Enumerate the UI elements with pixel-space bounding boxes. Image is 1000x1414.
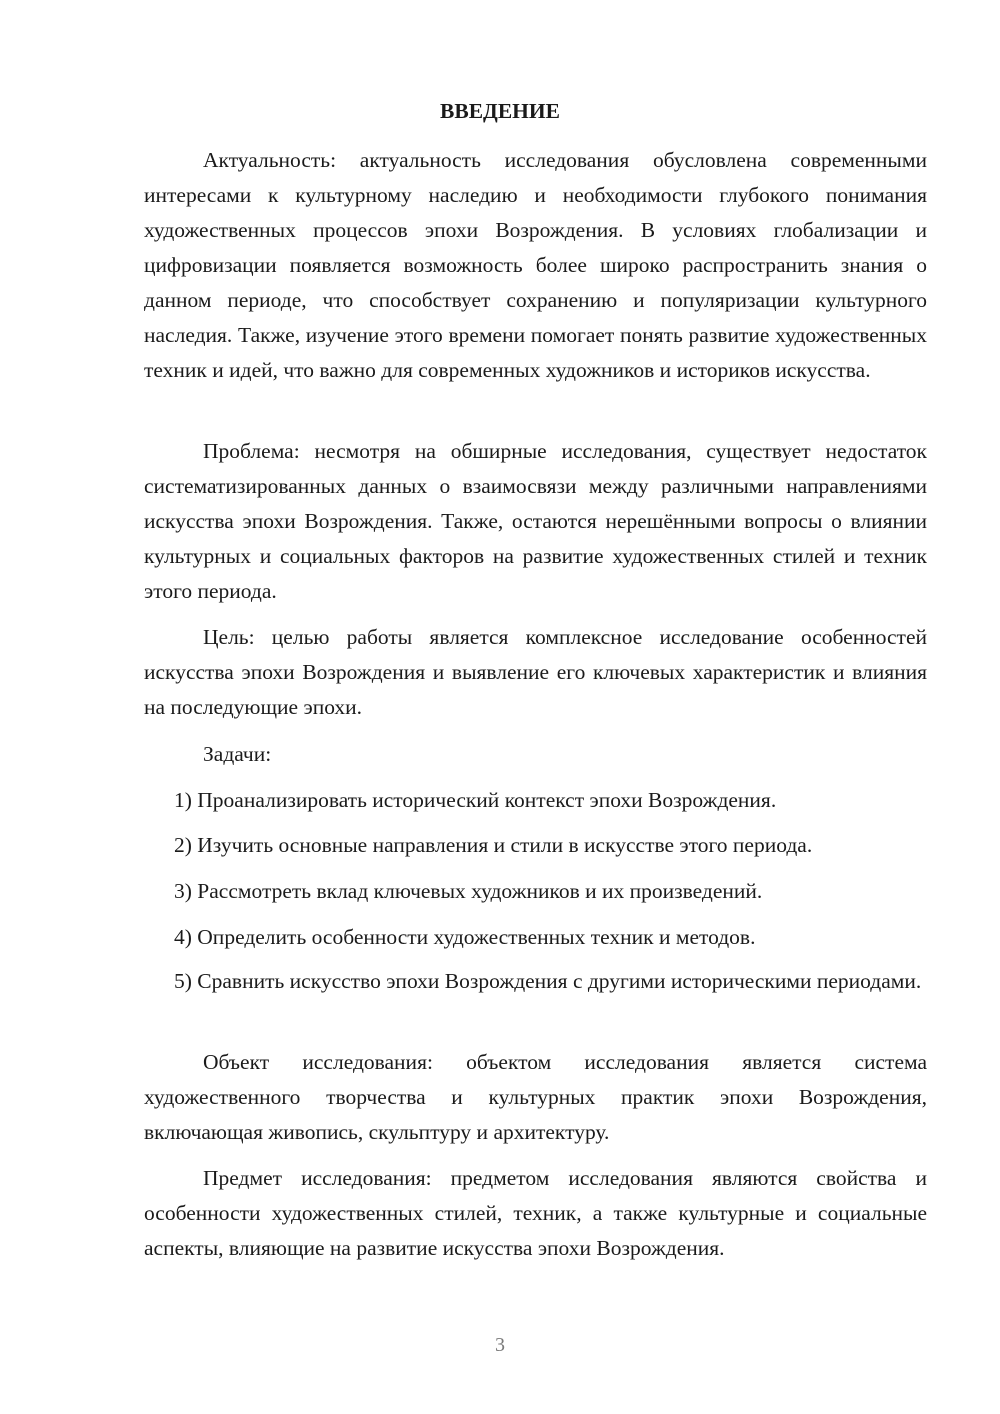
- task-item-2: 2) Изучить основные направления и стили в искусстве этого периода.: [174, 833, 813, 857]
- page-number: 3: [495, 1334, 505, 1356]
- task-item-4: 4) Определить особенности художественных техник и методов.: [174, 925, 756, 949]
- relevance-paragraph: Актуальность: актуальность исследования обусловлена современными интересами к культурному наследию и необходимости глубокого понимания художественных процессов эпохи Возрождения. В условиях глобализации и цифровизации появляется возможность более широко распространить знания о данном периоде, что способствует сохранению и популяризации культурного наследия. Также, изучение этого времени помогает понять развитие художественных техник и идей, что важно для современных художников и историков искусства.: [144, 148, 927, 382]
- object-paragraph: Объект исследования: объектом исследования является система художественного творчества и культурных практик эпохи Возрождения, включающая живопись, скульптуру и архитектуру.: [144, 1050, 927, 1144]
- task-item-5: 5) Сравнить искусство эпохи Возрождения с другими историческими периодами.: [174, 969, 922, 993]
- task-item-1: 1) Проанализировать исторический контекст эпохи Возрождения.: [174, 788, 777, 812]
- page-title: ВВЕДЕНИЕ: [440, 99, 560, 123]
- goal-paragraph: Цель: целью работы является комплексное исследование особенностей искусства эпохи Возрождения и выявление его ключевых характеристик и влияния на последующие эпохи.: [144, 625, 927, 719]
- subject-paragraph: Предмет исследования: предметом исследования являются свойства и особенности художественных стилей, техник, а также культурные и социальные аспекты, влияющие на развитие искусства эпохи Возрождения.: [144, 1166, 927, 1260]
- problem-paragraph: Проблема: несмотря на обширные исследования, существует недостаток систематизированных данных о взаимосвязи между различными направлениями искусства эпохи Возрождения. Также, остаются нерешёнными вопросы о влиянии культурных и социальных факторов на развитие художественных стилей и техник этого периода.: [144, 439, 927, 603]
- task-item-3: 3) Рассмотреть вклад ключевых художников и их произведений.: [174, 879, 763, 903]
- tasks-label: Задачи:: [203, 742, 272, 766]
